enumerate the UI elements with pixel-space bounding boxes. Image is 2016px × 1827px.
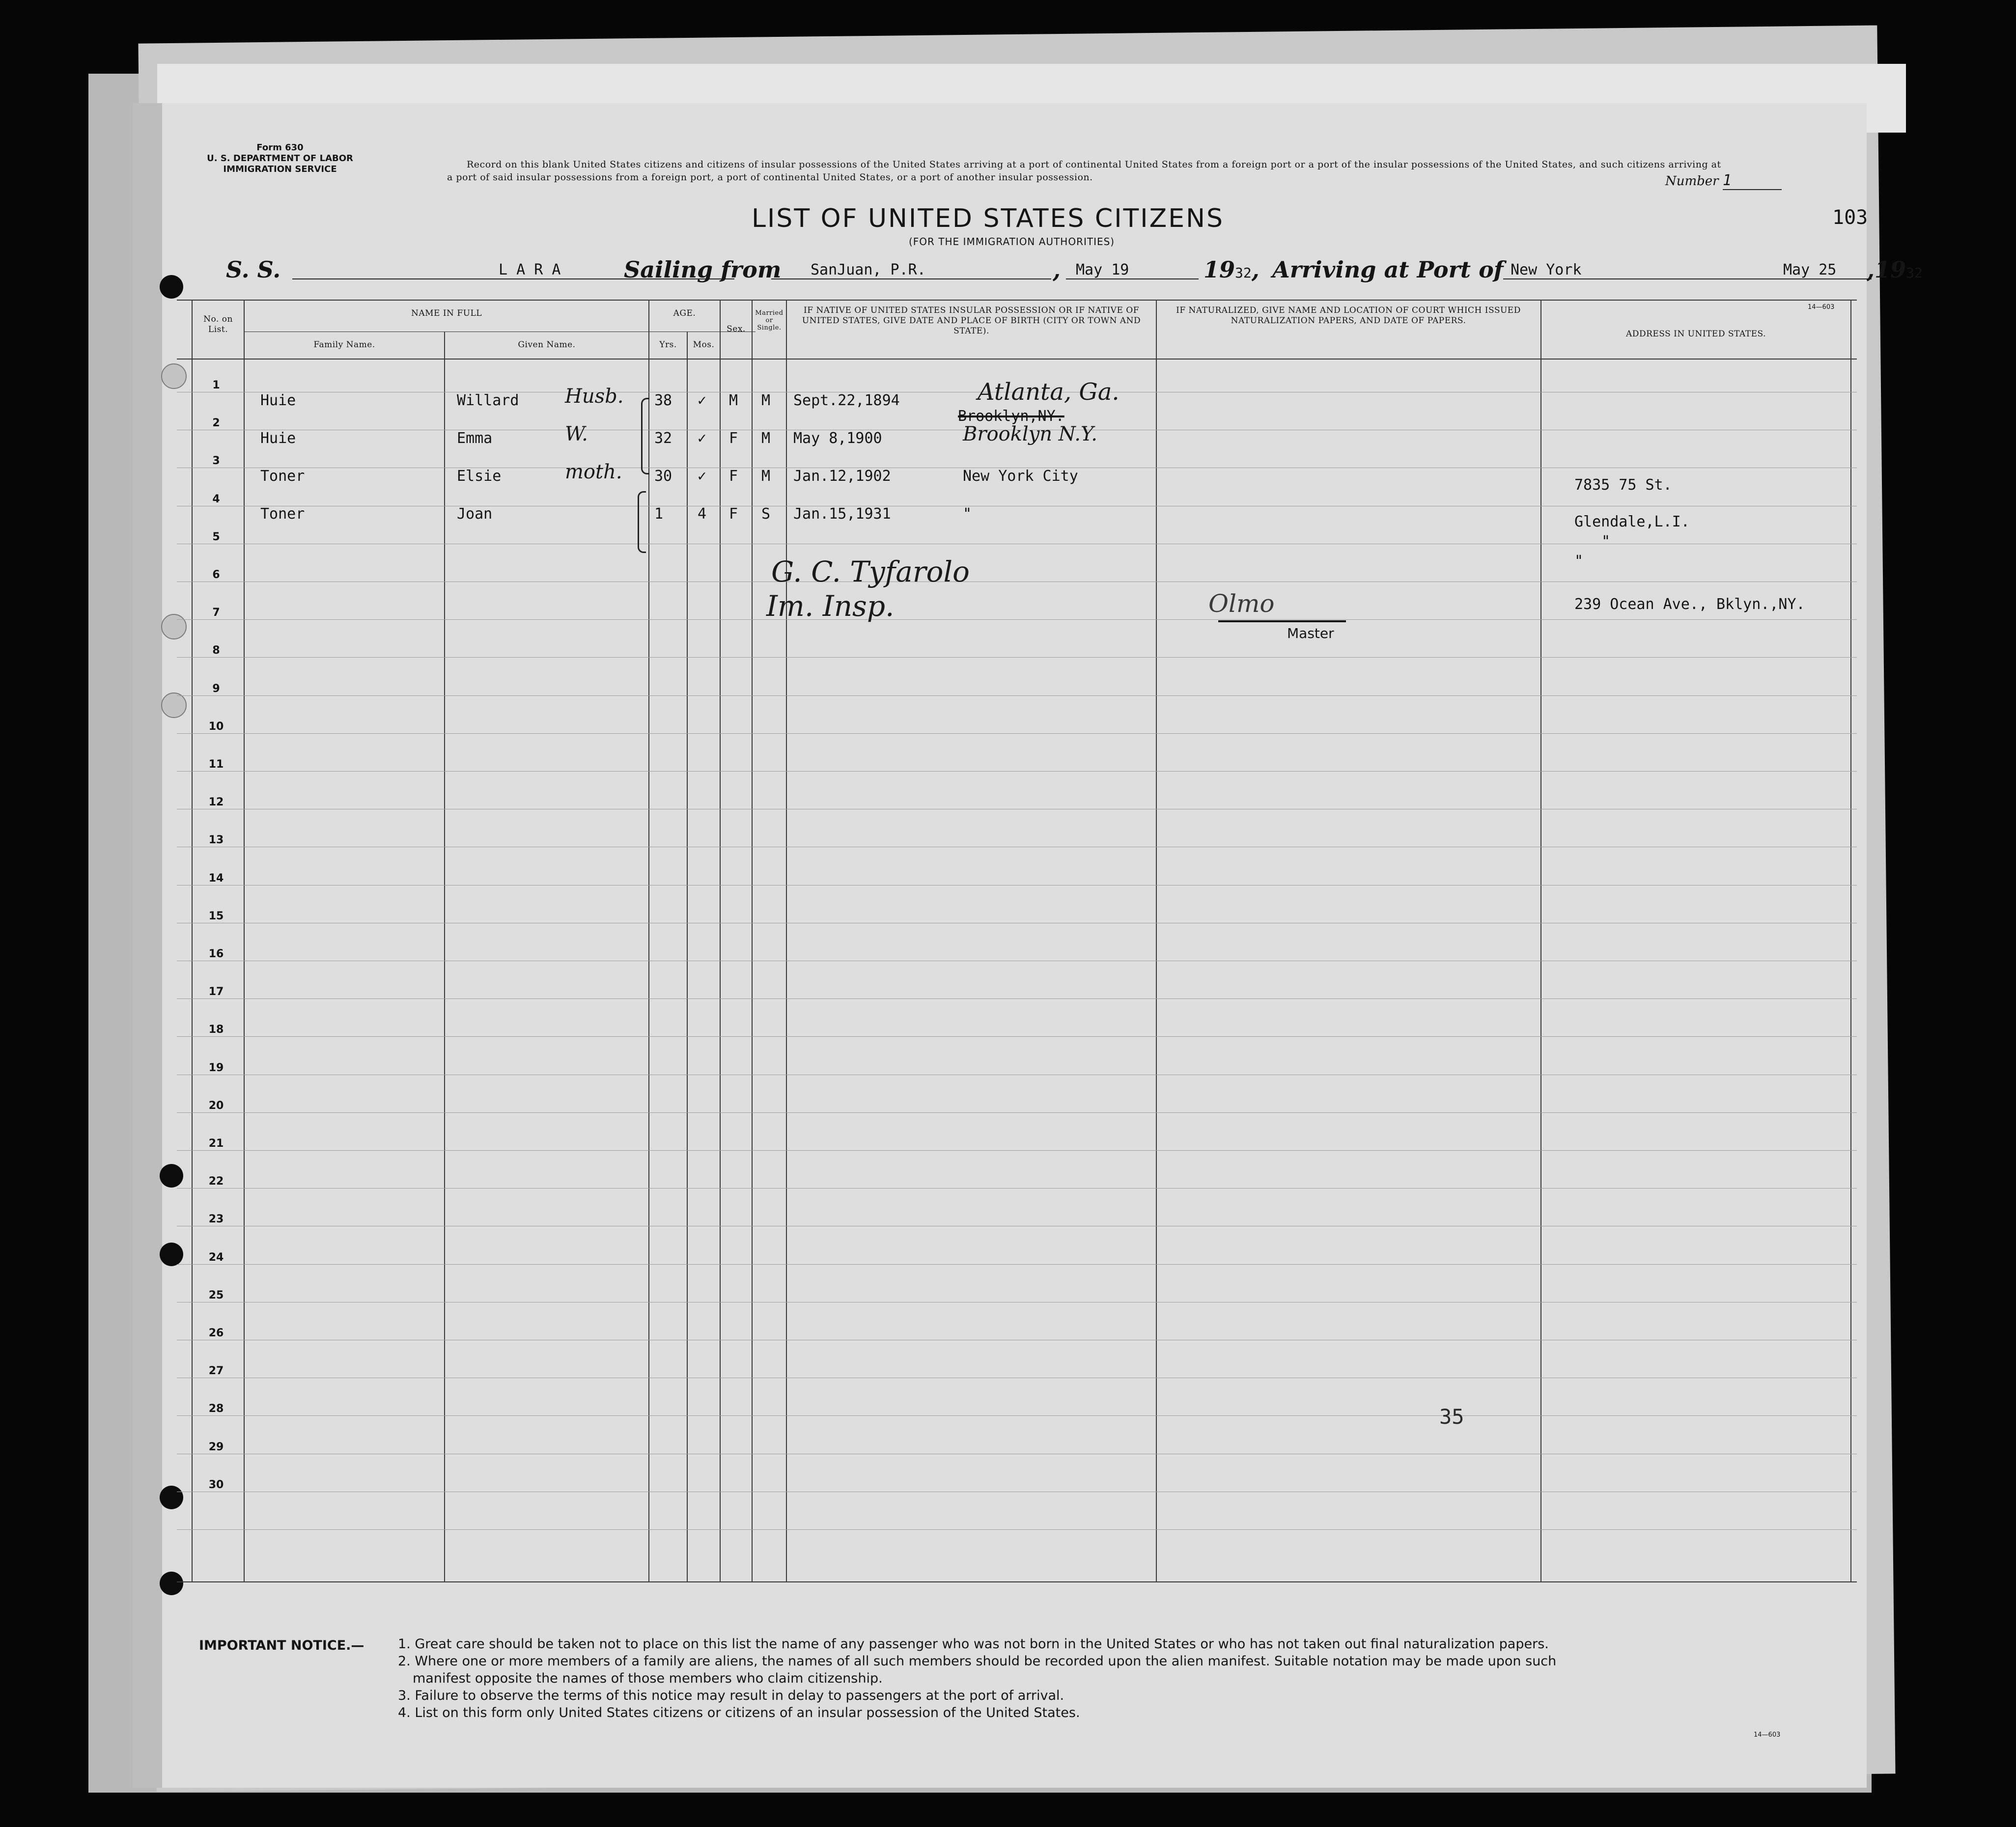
row-number: 30	[208, 1478, 224, 1491]
column-line	[720, 300, 721, 1581]
birth-place: Brooklyn N.Y.	[963, 423, 1097, 445]
col-given-name: Given Name.	[518, 340, 576, 350]
ss-label: S. S.	[226, 256, 281, 283]
ruled-line	[177, 1264, 1857, 1265]
row-number: 20	[208, 1099, 224, 1112]
ship-name: L A R A	[292, 261, 734, 279]
marital-status: M	[761, 468, 771, 485]
col-age-mos: Mos.	[693, 340, 715, 350]
age-months: 4	[698, 505, 707, 523]
birth-place-struck: Brooklyn,NY.	[958, 408, 1064, 425]
inspector-title: Im. Insp.	[766, 589, 895, 623]
ruled-line	[177, 1188, 1857, 1189]
col-family-name: Family Name.	[313, 340, 375, 350]
form-id-block	[201, 142, 359, 175]
sailing-from-port: SanJuan, P.R.	[771, 261, 1051, 279]
birth-date: Sept.22,1894	[793, 392, 900, 409]
row-number: 29	[208, 1440, 224, 1453]
punch-hole	[160, 1164, 183, 1188]
sex: F	[729, 468, 738, 485]
sex: F	[729, 430, 738, 447]
stamp-number: 35	[1439, 1405, 1464, 1429]
row-number: 19	[208, 1061, 224, 1074]
age-months: ✓	[698, 468, 707, 485]
address: "	[1574, 553, 1584, 570]
form-instructions: Record on this blank United States citizens and citizens of insular possessions of the United States arriving at a port of continental United States from a foreign port or a port of the insular possessions of the United States, and such citizens arriving at a port of said insular possessions from a foreign port, a port of continental United States, or a port of another insular possession.	[447, 159, 1721, 183]
sex: F	[729, 505, 738, 523]
row-number: 17	[208, 986, 224, 998]
ruled-line	[177, 1150, 1857, 1151]
arrival-year-suffix: 32	[1906, 265, 1923, 281]
age-months: ✓	[698, 430, 707, 447]
number-label: Number	[1665, 174, 1719, 189]
punch-hole	[160, 1243, 183, 1266]
row-number: 24	[208, 1251, 224, 1264]
header-bottom-border	[177, 359, 1857, 360]
departure-year-suffix: 32	[1235, 265, 1252, 281]
row-number: 25	[208, 1289, 224, 1301]
signature-line	[1218, 620, 1346, 622]
col-address: ADDRESS IN UNITED STATES.	[1626, 329, 1766, 339]
table-top-border	[177, 300, 1857, 301]
punch-hole	[161, 614, 187, 639]
row-number: 11	[208, 758, 224, 771]
col-age: AGE.	[673, 308, 696, 318]
inspector-signature: G. C. Tyfarolo	[771, 555, 970, 588]
ruled-line	[177, 581, 1857, 582]
row-number: 27	[208, 1365, 224, 1378]
arrival-date: May 25	[1754, 261, 1872, 279]
row-number: 18	[208, 1024, 224, 1036]
row-number: 23	[208, 1213, 224, 1226]
col-birth-info: IF NATIVE OF UNITED STATES INSULAR POSSESSION OR IF NATIVE OF UNITED STATES, GIVE DATE AND PLACE OF BIRTH (CITY OR TOWN AND STATE).	[802, 305, 1141, 336]
column-line	[444, 332, 445, 1581]
ruled-line	[177, 885, 1857, 886]
row-number: 15	[208, 910, 224, 922]
row-number: 4	[212, 493, 220, 505]
row-number: 16	[208, 948, 224, 960]
column-line	[752, 300, 753, 1581]
row-number: 12	[208, 796, 224, 809]
ruled-line	[177, 695, 1857, 696]
row-number: 13	[208, 834, 224, 847]
ruled-line	[177, 998, 1857, 999]
master-label: Master	[1287, 625, 1334, 641]
col-name-in-full: NAME IN FULL	[411, 308, 482, 318]
row-number: 8	[212, 644, 220, 657]
department-name: U. S. DEPARTMENT OF LABOR	[207, 153, 353, 164]
column-line	[786, 300, 787, 1581]
service-name: IMMIGRATION SERVICE	[223, 164, 337, 174]
given-name: Emma	[457, 430, 493, 447]
notice-item: 3. Failure to observe the terms of this notice may result in delay to passengers at the port of arrival.	[398, 1688, 1064, 1703]
notice-item: 1. Great care should be taken not to place on this list the name of any passenger who was not born in the United States or who has not taken out final naturalization papers.	[398, 1636, 1549, 1652]
given-name: Joan	[457, 505, 493, 523]
print-code-bottom: 14—603	[1754, 1731, 1781, 1739]
notice-item: 4. List on this form only United States citizens or citizens of an insular possession of the United States.	[398, 1705, 1080, 1720]
master-signature: Olmo	[1208, 589, 1275, 618]
punch-hole	[160, 1486, 183, 1509]
marital-status: S	[761, 505, 771, 523]
family-bracket	[641, 398, 649, 474]
row-number: 14	[208, 872, 224, 885]
row-number: 6	[212, 569, 220, 581]
ruled-line	[177, 657, 1857, 658]
birth-date: May 8,1900	[793, 430, 882, 447]
relation-note: moth.	[565, 461, 622, 483]
comma: ,	[1053, 256, 1061, 283]
page-title: LIST OF UNITED STATES CITIZENS	[752, 204, 1225, 233]
birth-place: "	[963, 505, 972, 523]
notice-item: 2. Where one or more members of a family are aliens, the names of all such members should be recorded upon the alien manifest. Suitable notation may be made upon such	[398, 1654, 1557, 1669]
row-number: 26	[208, 1327, 224, 1339]
age-years: 32	[654, 430, 672, 447]
birth-date: Jan.12,1902	[793, 468, 891, 485]
manifest-page	[133, 103, 1923, 1788]
notice-title: IMPORTANT NOTICE.—	[199, 1638, 364, 1653]
row-number: 21	[208, 1137, 224, 1150]
birth-place-correction: Atlanta, Ga.	[978, 378, 1120, 406]
marital-status: M	[761, 430, 771, 447]
age-months: ✓	[698, 392, 707, 409]
table-bottom-border	[177, 1581, 1857, 1582]
number-value: 1	[1723, 172, 1782, 190]
row-number: 22	[208, 1175, 224, 1188]
page-subtitle: (FOR THE IMMIGRATION AUTHORITIES)	[909, 236, 1115, 248]
marital-status: M	[761, 392, 771, 409]
col-married-or-single: Married or Single.	[755, 309, 784, 332]
sex: M	[729, 392, 738, 409]
given-name: Willard	[457, 392, 519, 409]
row-number: 28	[208, 1403, 224, 1415]
family-name: Huie	[260, 392, 296, 409]
row-number: 2	[212, 417, 220, 430]
col-age-yrs: Yrs.	[659, 340, 677, 350]
address-ditto: "	[1601, 533, 1611, 550]
year-prefix: 19	[1875, 256, 1906, 283]
family-name: Toner	[260, 505, 305, 523]
ruled-line	[177, 1036, 1857, 1037]
notice-items	[398, 1635, 1556, 1721]
address: 7835 75 St.	[1574, 476, 1672, 494]
row-number: 1	[212, 379, 220, 391]
notice-item-continued: manifest opposite the names of those members who claim citizenship.	[413, 1671, 883, 1686]
punch-hole	[160, 1572, 183, 1595]
ruled-line	[177, 1415, 1857, 1416]
ruled-line	[177, 771, 1857, 772]
col-no-on-list: No. on List.	[203, 314, 233, 334]
age-years: 1	[654, 505, 664, 523]
ruled-line	[177, 619, 1857, 620]
form-number: Form 630	[256, 142, 304, 153]
page-number: 103	[1832, 206, 1868, 229]
punch-hole	[161, 692, 187, 718]
birth-date: Jan.15,1931	[793, 505, 891, 523]
arrival-year: ,1932	[1867, 256, 1923, 283]
col-sex: Sex.	[727, 324, 746, 334]
ruled-line	[177, 733, 1857, 734]
row-number: 10	[208, 720, 224, 733]
family-bracket	[638, 491, 646, 553]
punch-hole	[160, 275, 183, 299]
row-number: 9	[212, 682, 220, 695]
age-years: 38	[654, 392, 672, 409]
arriving-label: Arriving at Port of	[1272, 256, 1504, 283]
birth-place: New York City	[963, 468, 1078, 485]
year-prefix: 19	[1204, 256, 1235, 283]
ruled-line	[177, 1529, 1857, 1530]
arrival-port: New York	[1503, 261, 1754, 279]
family-name: Toner	[260, 468, 305, 485]
column-line	[244, 300, 245, 1581]
column-line	[1850, 300, 1851, 1581]
given-name: Elsie	[457, 468, 502, 485]
column-line	[1156, 300, 1157, 1581]
address: 239 Ocean Ave., Bklyn.,NY.	[1574, 596, 1805, 613]
row-number: 3	[212, 455, 220, 468]
column-line	[192, 300, 193, 1581]
family-name: Huie	[260, 430, 296, 447]
address: Glendale,L.I.	[1574, 513, 1690, 530]
print-code-top: 14—603	[1808, 304, 1835, 311]
punch-hole	[161, 363, 187, 389]
sailing-from-label: Sailing from	[624, 256, 782, 283]
row-number: 5	[212, 530, 220, 543]
column-line	[687, 332, 688, 1581]
relation-note: W.	[565, 423, 588, 445]
age-years: 30	[654, 468, 672, 485]
column-line	[1540, 300, 1541, 1581]
number-field	[1665, 172, 1782, 190]
departure-date: May 19	[1066, 261, 1199, 279]
departure-year: 1932,	[1204, 256, 1260, 283]
column-line	[648, 300, 649, 1581]
binding-stub	[133, 103, 162, 1788]
ruled-line	[177, 1112, 1857, 1113]
row-number: 7	[212, 607, 220, 619]
relation-note: Husb.	[565, 385, 624, 408]
col-naturalization: IF NATURALIZED, GIVE NAME AND LOCATION OF COURT WHICH ISSUED NATURALIZATION PAPERS, AND DATE OF PAPERS.	[1176, 305, 1521, 326]
